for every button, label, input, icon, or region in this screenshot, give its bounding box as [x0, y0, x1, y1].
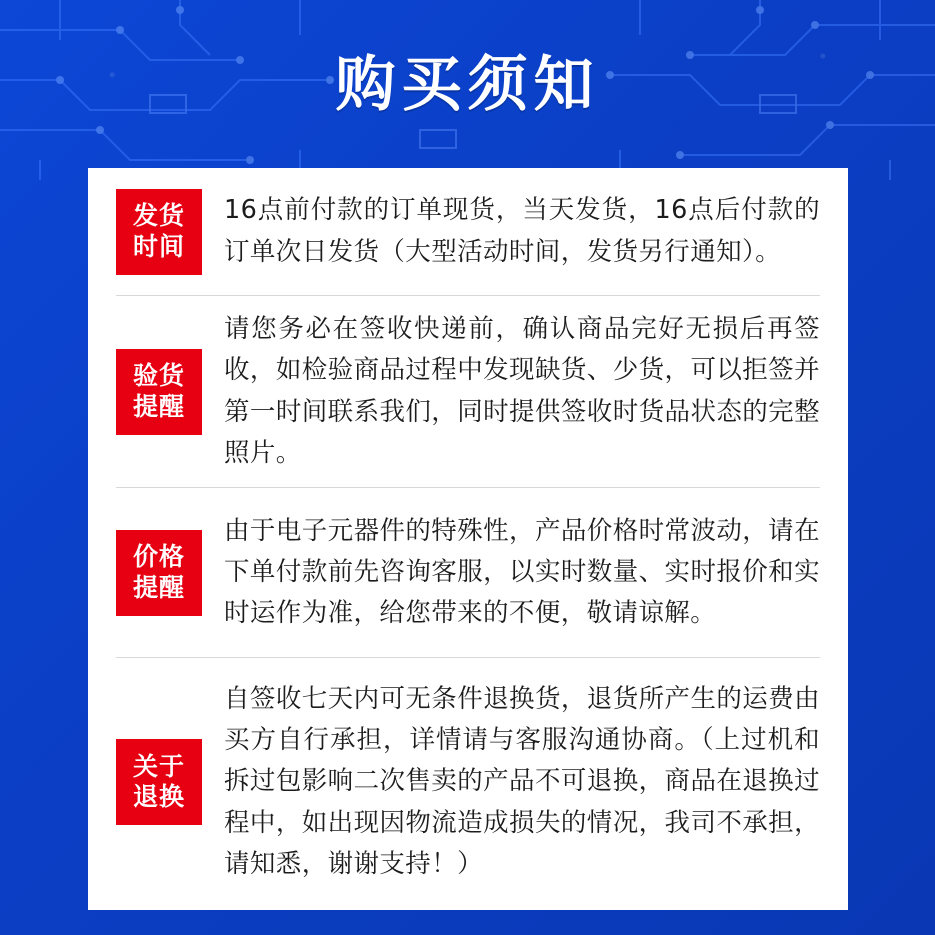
notice-text-return: 自签收七天内可无条件退换货，退货所产生的运费由买方自行承担，详情请与客服沟通协商。（上过机和拆过包影响二次售卖的产品不可退换，商品在退换过程中，如出现因物流造成损失的情况，我司不承担，请知悉，谢谢支持！）	[224, 683, 820, 879]
notice-text-price: 由于电子元器件的特殊性，产品价格时常波动，请在下单付款前先咨询客服，以实时数量、实时报价和实时运作为准，给您带来的不便，敬请谅解。	[224, 515, 820, 629]
tag-line-2: 提醒	[132, 572, 185, 602]
tag-return	[116, 739, 202, 825]
tag-shipping-time	[116, 189, 202, 275]
notice-row-price	[116, 488, 820, 658]
notice-row-shipping-time	[116, 168, 820, 296]
tag-line-1: 验货	[132, 361, 185, 390]
tag-line-1: 发货	[132, 201, 185, 230]
notice-row-return	[116, 658, 820, 906]
tag-price	[116, 530, 202, 616]
notice-text-shipping-time: 16点前付款的订单现货，当天发货，16点后付款的订单次日发货（大型活动时间，发货另行通知）。	[224, 195, 820, 267]
notice-text-inspection: 请您务必在签收快递前，确认商品完好无损后再签收，如检验商品过程中发现缺货、少货，可以拒签并第一时间联系我们，同时提供签收时货品状态的完整照片。	[224, 313, 820, 468]
tag-line-2: 提醒	[132, 391, 185, 421]
tag-line-2: 时间	[132, 231, 185, 261]
tag-line-1: 关于	[132, 751, 185, 781]
poster-header	[0, 0, 935, 160]
notice-row-inspection	[116, 296, 820, 488]
page-title: 购买须知	[335, 50, 600, 120]
tag-line-2: 退换	[132, 782, 185, 811]
tag-line-1: 价格	[132, 542, 185, 571]
tag-inspection	[116, 349, 202, 435]
notice-card	[88, 168, 848, 910]
